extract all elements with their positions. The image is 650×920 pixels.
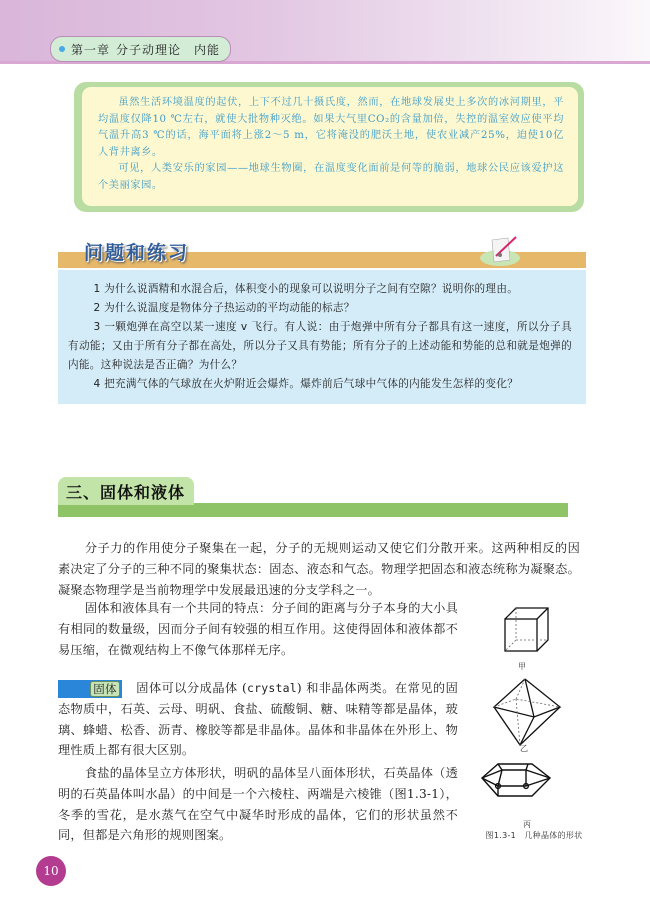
bullet-icon — [59, 46, 65, 52]
figure-label-c: 丙 — [523, 820, 531, 829]
chapter-title: 分子动理论 内能 — [116, 42, 221, 57]
header-band — [0, 0, 650, 64]
term-crystal: crystal — [247, 681, 297, 695]
section-header — [58, 477, 586, 517]
octahedron-crystal-icon — [468, 677, 600, 747]
reading-box — [74, 82, 584, 212]
cube-crystal-icon — [468, 600, 600, 660]
exercises-list — [58, 270, 586, 404]
page-number-badge: 10 — [36, 856, 66, 886]
figure-label-b: 乙 — [520, 744, 528, 753]
solid-tag: 固体 — [58, 680, 122, 698]
pen-paper-icon — [478, 234, 522, 266]
reading-paragraph: 可见，人类安乐的家园——地球生物圈，在温度变化面前是何等的脆弱，地球公民应该爱护这个美丽家园。 — [98, 163, 564, 191]
exercise-item: 4 把充满气体的气球放在火炉附近会爆炸。爆炸前后气球中气体的内能发生怎样的变化？ — [93, 378, 519, 390]
exercises-title: 问题和练习 — [84, 242, 190, 264]
paragraph-condensed-matter: 分子力的作用使分子聚集在一起，分子的无规则运动又使它们分散开来。这两种相反的因素决定了分子的三种不同的聚集状态：固态、液态和气态。物理学把固态和液态统称为凝聚态。凝聚态物理学是当前物理学中发展最迅速的分支学科之一。 — [58, 541, 580, 597]
exercises-header — [58, 232, 586, 270]
exercise-item: 2 为什么说温度是物体分子热运动的平均动能的标志？ — [93, 302, 355, 314]
chapter-breadcrumb — [50, 36, 231, 62]
paragraph-common-feature: 固体和液体具有一个共同的特点：分子间的距离与分子本身的大小具有相同的数量级，因而分子间有较强的相互作用。这使得固体和液体都不易压缩，在微观结构上不像气体那样无序。 — [58, 601, 458, 657]
figure-caption: 图1.3-1 几种晶体的形状 — [485, 831, 583, 840]
hexagonal-prism-crystal-icon — [468, 760, 600, 810]
exercise-item: 3 一颗炮弹在高空以某一速度 v 飞行。有人说：由于炮弹中所有分子都具有这一速度，所以分子具有动能；又由于所有分子都在高处，所以分子又具有势能；所有分子的上述动能和势能的总和就是炮弹的内能。这种说法是否正确？为什么？ — [68, 321, 572, 371]
figure-label-a: 甲 — [518, 662, 526, 671]
section-bar — [58, 503, 568, 517]
crystal-figure — [468, 600, 600, 850]
exercise-item: 1 为什么说酒精和水混合后，体积变小的现象可以说明分子之间有空隙？说明你的理由。 — [93, 283, 519, 295]
paragraph-solid: 固体 固体可以分成晶体 (crystal) 和非晶体两类。在常见的固态物质中，石英、云母、明矾、食盐、硫酸铜、糖、味精等都是晶体，玻璃、蜂蜡、松香、沥青、橡胶等都是非晶体。晶体和非晶体在外形上、物理性质上都有很大区别。 — [58, 681, 458, 758]
section-title: 三、固体和液体 — [58, 477, 194, 505]
reading-paragraph: 虽然生活环境温度的起伏，上下不过几十摄氏度，然而，在地球发展史上多次的冰河期里，平均温度仅降10 ℃左右，就使大批物种灭绝。如果大气里CO₂的含量加倍，失控的温室效应使平均气温升高3 ℃的话，海平面将上涨2～5 m，它将淹没的肥沃土地，使农业减产25%，迫使10亿人背井离乡。 — [98, 97, 564, 158]
chapter-number: 第一章 — [71, 42, 111, 57]
paragraph-crystal-shapes: 食盐的晶体呈立方体形状，明矾的晶体呈八面体形状，石英晶体（透明的石英晶体叫水晶）的中间是一个六棱柱、两端是六棱锥（图1.3-1），冬季的雪花，是水蒸气在空气中凝华时形成的晶体，它们的形状虽然不同，但都是六角形的规则图案。 — [58, 766, 458, 843]
